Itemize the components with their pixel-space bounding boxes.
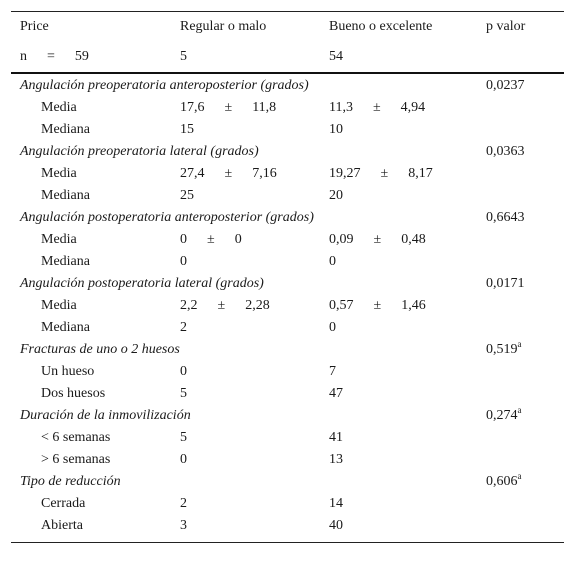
regular-malo-cell-plus-minus: ± xyxy=(217,298,226,313)
row-label: Mediana xyxy=(41,254,90,269)
bueno-excelente-cell-plus-minus: ± xyxy=(373,232,382,247)
regular-malo-cell xyxy=(180,493,187,515)
p-value-cell xyxy=(486,339,522,361)
regular-malo-cell-value: 5 xyxy=(180,430,187,445)
section-row xyxy=(11,471,564,493)
p-value-cell xyxy=(486,273,525,295)
n-label-cell xyxy=(20,42,89,72)
n-equals: = xyxy=(47,49,55,64)
p-value-cell xyxy=(486,405,522,427)
p-value: 0,0237 xyxy=(486,78,525,93)
bueno-excelente-cell-plus-minus: ± xyxy=(380,166,389,181)
regular-malo-cell xyxy=(180,317,187,339)
row-label: Media xyxy=(41,100,77,115)
regular-malo-cell xyxy=(180,295,270,317)
table-row xyxy=(11,427,564,449)
section-title: Angulación preoperatoria anteroposterior (grados) xyxy=(20,78,309,93)
regular-malo-cell-sd: 7,16 xyxy=(252,166,277,181)
section-title: Tipo de reducción xyxy=(20,474,121,489)
row-label: > 6 semanas xyxy=(41,452,111,467)
regular-malo-cell xyxy=(180,163,277,185)
section-row xyxy=(11,75,564,97)
results-table xyxy=(11,11,564,543)
p-value: 0,519 xyxy=(486,342,518,357)
section-title: Angulación postoperatoria anteroposterior (grados) xyxy=(20,210,314,225)
bueno-excelente-cell-value: 13 xyxy=(329,452,343,467)
bueno-excelente-cell-plus-minus: ± xyxy=(372,100,381,115)
table-row xyxy=(11,185,564,207)
footnote-marker: a xyxy=(517,405,522,415)
table-row xyxy=(11,449,564,471)
table-row xyxy=(11,493,564,515)
table-row xyxy=(11,515,564,537)
bueno-excelente-cell-sd: 8,17 xyxy=(408,166,433,181)
regular-malo-cell-value: 0 xyxy=(180,254,187,269)
bueno-excelente-cell xyxy=(329,493,343,515)
table-row xyxy=(11,317,564,339)
regular-malo-cell-sd: 11,8 xyxy=(252,100,277,115)
bueno-excelente-cell-value: 10 xyxy=(329,122,343,137)
p-value-cell xyxy=(486,207,525,229)
table-body xyxy=(11,74,564,542)
bueno-excelente-cell xyxy=(329,97,425,119)
table-row xyxy=(11,119,564,141)
table-row xyxy=(11,295,564,317)
header-price: Price xyxy=(20,19,49,34)
regular-malo-cell-value: 0 xyxy=(180,232,187,247)
regular-malo-cell-value: 5 xyxy=(180,386,187,401)
bueno-excelente-cell-value: 11,3 xyxy=(329,100,353,115)
regular-malo-cell xyxy=(180,383,187,405)
table-row xyxy=(11,361,564,383)
row-label: Dos huesos xyxy=(41,386,106,401)
section-title: Duración de la inmovilización xyxy=(20,408,191,423)
bueno-excelente-cell-value: 19,27 xyxy=(329,166,361,181)
regular-malo-cell-sd: 2,28 xyxy=(245,298,270,313)
row-label: Media xyxy=(41,298,77,313)
regular-malo-cell xyxy=(180,119,194,141)
section-title: Fracturas de uno o 2 huesos xyxy=(20,342,180,357)
row-label: Un hueso xyxy=(41,364,95,379)
regular-malo-cell-value: 2,2 xyxy=(180,298,198,313)
bueno-excelente-cell xyxy=(329,361,336,383)
section-row xyxy=(11,141,564,163)
regular-malo-cell xyxy=(180,229,242,251)
p-value: 0,0171 xyxy=(486,276,525,291)
regular-malo-cell-value: 0 xyxy=(180,452,187,467)
footnote-marker: a xyxy=(517,339,522,349)
bueno-excelente-cell xyxy=(329,295,426,317)
bueno-excelente-cell-value: 0 xyxy=(329,320,336,335)
regular-malo-cell xyxy=(180,361,187,383)
section-row xyxy=(11,339,564,361)
n-bueno-excelente: 54 xyxy=(329,49,343,64)
p-value-cell xyxy=(486,471,522,493)
regular-malo-cell-plus-minus: ± xyxy=(224,100,233,115)
regular-malo-cell-value: 3 xyxy=(180,518,187,533)
bueno-excelente-cell-value: 14 xyxy=(329,496,343,511)
regular-malo-cell xyxy=(180,427,187,449)
section-title: Angulación preoperatoria lateral (grados) xyxy=(20,144,259,159)
row-label: Cerrada xyxy=(41,496,86,511)
n-total: 59 xyxy=(74,49,89,64)
bueno-excelente-cell xyxy=(329,317,336,339)
regular-malo-cell xyxy=(180,97,276,119)
table-row xyxy=(11,97,564,119)
footnote-marker: a xyxy=(517,471,522,481)
bueno-excelente-cell xyxy=(329,515,343,537)
bueno-excelente-cell xyxy=(329,119,343,141)
regular-malo-cell xyxy=(180,251,187,273)
row-label: Media xyxy=(41,166,77,181)
header-bueno-excelente: Bueno o excelente xyxy=(329,19,433,34)
section-row xyxy=(11,405,564,427)
bueno-excelente-cell-value: 7 xyxy=(329,364,336,379)
section-title: Angulación postoperatoria lateral (grados) xyxy=(20,276,264,291)
regular-malo-cell-plus-minus: ± xyxy=(224,166,233,181)
bueno-excelente-cell-value: 0 xyxy=(329,254,336,269)
bueno-excelente-cell-value: 40 xyxy=(329,518,343,533)
bueno-excelente-cell xyxy=(329,449,343,471)
regular-malo-cell-value: 27,4 xyxy=(180,166,205,181)
regular-malo-cell xyxy=(180,449,187,471)
bueno-excelente-cell-value: 0,09 xyxy=(329,232,354,247)
row-label: Mediana xyxy=(41,188,90,203)
bueno-excelente-cell-value: 0,57 xyxy=(329,298,354,313)
row-label: Media xyxy=(41,232,77,247)
row-label: Mediana xyxy=(41,320,90,335)
n-label: n xyxy=(20,49,27,64)
bueno-excelente-cell-sd: 4,94 xyxy=(400,100,426,115)
regular-malo-cell xyxy=(180,515,187,537)
bueno-excelente-cell xyxy=(329,427,343,449)
bueno-excelente-cell-value: 47 xyxy=(329,386,343,401)
bueno-excelente-cell-sd: 0,48 xyxy=(401,232,426,247)
table-row xyxy=(11,229,564,251)
n-regular-malo: 5 xyxy=(180,49,187,64)
n-row xyxy=(11,42,564,74)
bueno-excelente-cell-value: 20 xyxy=(329,188,343,203)
header-row xyxy=(11,12,564,42)
table-row xyxy=(11,383,564,405)
bueno-excelente-cell xyxy=(329,185,343,207)
row-label: Abierta xyxy=(41,518,83,533)
regular-malo-cell-value: 17,6 xyxy=(180,100,205,115)
regular-malo-cell-value: 2 xyxy=(180,320,187,335)
regular-malo-cell-value: 25 xyxy=(180,188,194,203)
bueno-excelente-cell-sd: 1,46 xyxy=(401,298,426,313)
regular-malo-cell xyxy=(180,185,194,207)
regular-malo-cell-value: 0 xyxy=(180,364,187,379)
regular-malo-cell-sd: 0 xyxy=(234,232,242,247)
table-row xyxy=(11,251,564,273)
bueno-excelente-cell-plus-minus: ± xyxy=(373,298,382,313)
header-p-valor: p valor xyxy=(486,19,526,34)
section-row xyxy=(11,207,564,229)
p-value: 0,274 xyxy=(486,408,518,423)
bueno-excelente-cell xyxy=(329,229,426,251)
bueno-excelente-cell-value: 41 xyxy=(329,430,343,445)
bueno-excelente-cell xyxy=(329,251,336,273)
table-row xyxy=(11,163,564,185)
regular-malo-cell-value: 2 xyxy=(180,496,187,511)
p-value-cell xyxy=(486,75,525,97)
p-value-cell xyxy=(486,141,525,163)
p-value: 0,606 xyxy=(486,474,518,489)
section-row xyxy=(11,273,564,295)
bueno-excelente-cell xyxy=(329,383,343,405)
p-value: 0,6643 xyxy=(486,210,525,225)
row-label: < 6 semanas xyxy=(41,430,111,445)
row-label: Mediana xyxy=(41,122,90,137)
header-regular-malo: Regular o malo xyxy=(180,19,267,34)
regular-malo-cell-value: 15 xyxy=(180,122,194,137)
regular-malo-cell-plus-minus: ± xyxy=(207,232,215,247)
bueno-excelente-cell xyxy=(329,163,433,185)
p-value: 0,0363 xyxy=(486,144,525,159)
